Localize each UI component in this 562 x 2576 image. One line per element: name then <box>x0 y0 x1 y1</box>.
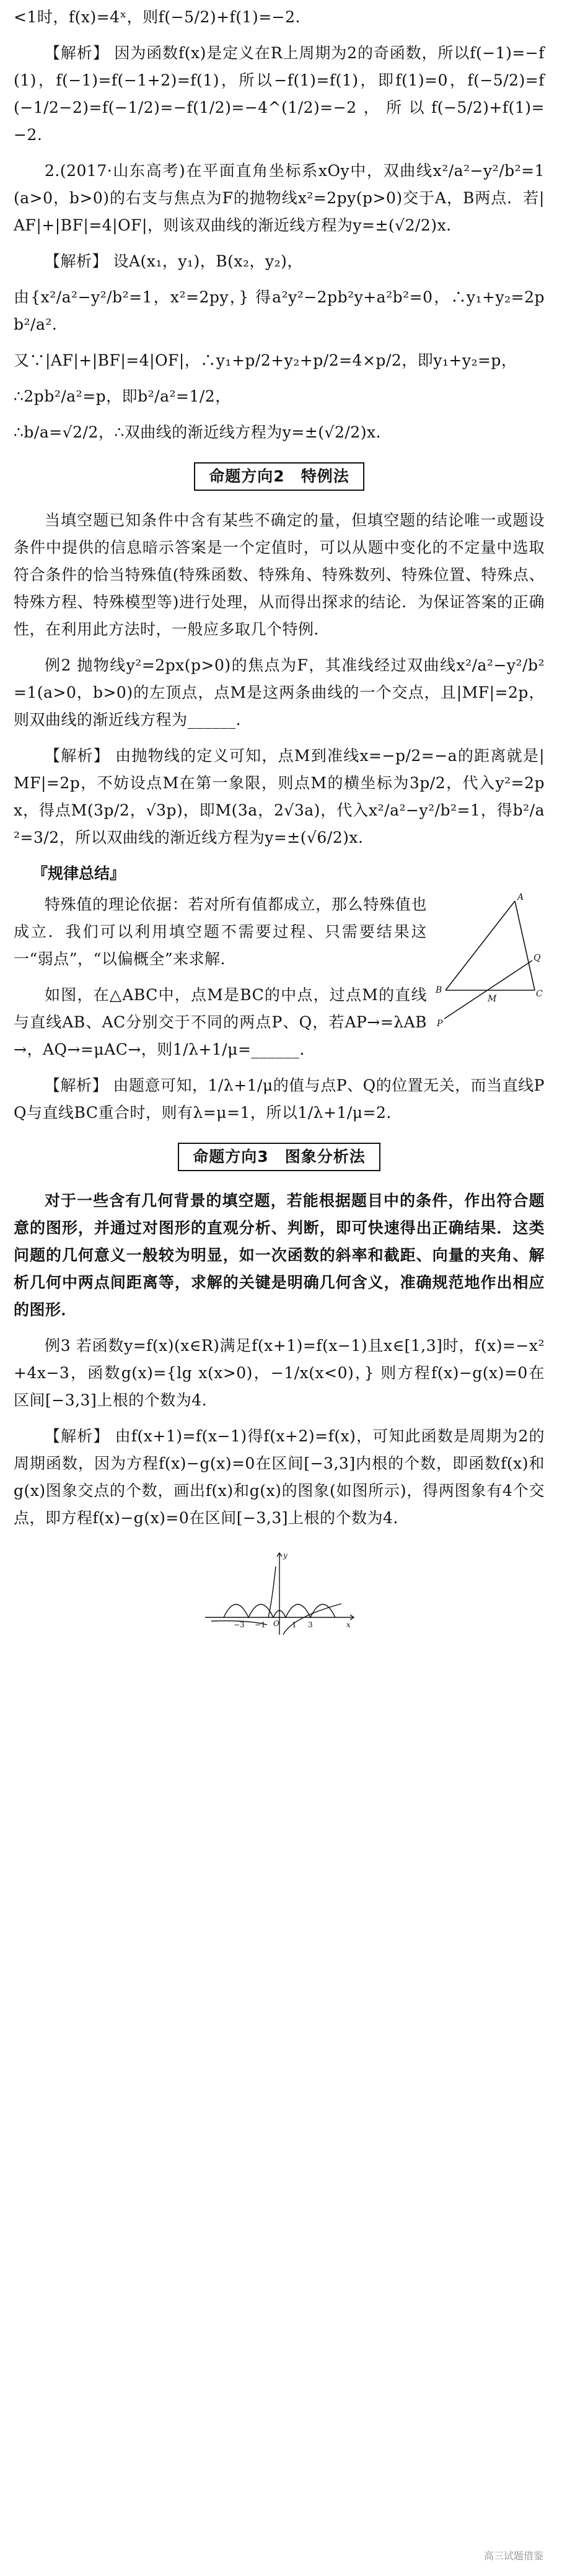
paragraph-13: 如图，在△ABC中，点M是BC的中点，过点M的直线与直线AB、AC分别交于不同的两点P、Q，若AP→=λAB→，AQ→=μAC→，则1/λ+1/μ=______. <box>14 986 427 1058</box>
paragraph-16: 例3 若函数y=f(x)(x∈R)满足f(x+1)=f(x−1)且x∈[1,3]时，f(x)=−x²+4x−3，函数g(x)={lg x(x>0)，−1/x(x<0)，} 则方程f(x)−g(x)=0在区间[−3,3]上根的个数为4. <box>14 1337 545 1409</box>
paragraph-5: 由{x²/a²−y²/b²=1，x²=2py，} 得a²y²−2pb²y+a²b²=0，∴y₁+y₂=2pb²/a². <box>14 288 545 333</box>
triangle-label-p: P <box>437 1019 443 1029</box>
paragraph-17: 【解析】 由f(x+1)=f(x−1)得f(x+2)=f(x)，可知此函数是周期为2的周期函数，因为方程f(x)−g(x)=0在区间[−3,3]内根的个数，即函数f(x)和g(x)图象交点的个数，画出f(x)和g(x)的图象(如图所示)，得两图象有4个交点，即方程f(x)−g(x)=0在区间[−3,3]上根的个数为4. <box>14 1427 545 1527</box>
triangle-label-q: Q <box>533 953 541 963</box>
rule-summary-text <box>14 891 427 1072</box>
rule-summary-title: 『规律总结』 <box>32 864 126 882</box>
paragraph-8: ∴b/a=√2/2，∴双曲线的渐近线方程为y=±(√2/2)x. <box>14 423 381 441</box>
section-heading-special-value <box>14 462 545 491</box>
triangle-label-a: A <box>517 892 524 902</box>
triangle-label-b: B <box>436 985 442 995</box>
triangle-label-c: C <box>536 989 543 999</box>
graph-tick-3: 3 <box>307 1620 313 1629</box>
paragraph-6: 又∵|AF|+|BF|=4|OF|，∴y₁+p/2+y₂+p/2=4×p/2，即y₁+y₂=p， <box>14 351 517 369</box>
graph-origin-label: O <box>273 1619 279 1628</box>
graph-tick-minus-1: −1 <box>254 1620 266 1629</box>
function-graph-wrap <box>14 1548 545 1643</box>
rule-summary-block <box>14 891 545 1072</box>
paragraph-4: 【解析】 设A(x₁，y₁)，B(x₂，y₂)， <box>45 252 303 270</box>
graph-x-label: x <box>346 1620 351 1629</box>
paragraph-7: ∴2pb²/a²=p，即b²/a²=1/2， <box>14 387 231 405</box>
paragraph-12: 特殊值的理论依据：若对所有值都成立，那么特殊值也成立．我们可以利用填空题不需要过程、只需要结果这一“弱点”，“以偏概全”来求解． <box>14 895 427 968</box>
graph-y-label: y <box>283 1551 288 1560</box>
section-heading-graph-analysis-label: 命题方向3 图象分析法 <box>178 1143 380 1171</box>
function-graph <box>199 1548 360 1641</box>
triangle-figure <box>433 891 545 1034</box>
triangle-label-m: M <box>488 994 497 1004</box>
section-heading-special-value-label: 命题方向2 特例法 <box>194 462 364 491</box>
section-heading-graph-analysis <box>14 1143 545 1171</box>
graph-tick-1: 1 <box>291 1620 297 1629</box>
paragraph-2: 【解析】 因为函数f(x)是定义在R上周期为2的奇函数，所以f(−1)=−f(1)，f(−1)=f(−1+2)=f(1)，所以−f(1)=f(1)，即f(1)=0，f(−5/2)=f(−1/2−2)=f(−1/2)=−f(1/2)=−4^(1/2)=−2，所以f(−5/2)+f(1)=−2. <box>14 44 545 144</box>
paragraph-9: 当填空题已知条件中含有某些不确定的量，但填空题的结论唯一或题设条件中提供的信息暗示答案是一个定值时，可以从题中变化的不定量中选取符合条件的恰当特殊值(特殊函数、特殊角、特殊数列、特殊位置、特殊点、特殊方程、特殊模型等)进行处理，从而得出探求的结论．为保证答案的正确性，在利用此方法时，一般应多取几个特例． <box>14 511 545 638</box>
paragraph-3: 2.(2017·山东高考)在平面直角坐标系xOy中，双曲线x²/a²−y²/b²=1(a>0，b>0)的右支与焦点为F的抛物线x²=2py(p>0)交于A，B两点．若|AF|+|BF|=4|OF|，则该双曲线的渐近线方程为y=±(√2/2)x. <box>14 162 545 234</box>
paragraph-11: 【解析】 由抛物线的定义可知，点M到准线x=−p/2=−a的距离就是|MF|=2p，不妨设点M在第一象限，则点M的横坐标为3p/2，代入y²=2px，得点M(3p/2，√3p)，即M(3a，2√3a)，代入x²/a²−y²/b²=1，得b²/a²=3/2，所以双曲线的渐近线方程为y=±(√6/2)x. <box>14 747 545 846</box>
paragraph-10: 例2 抛物线y²=2px(p>0)的焦点为F，其准线经过双曲线x²/a²−y²/b²=1(a>0，b>0)的左顶点，点M是这两条曲线的一个交点，且|MF|=2p，则双曲线的渐近线方程为______. <box>14 656 545 729</box>
paragraph-1: <1时，f(x)=4ˣ，则f(−5/2)+f(1)=−2. <box>14 8 301 26</box>
paragraph-14: 【解析】 由题意可知，1/λ+1/μ的值与点P、Q的位置无关，而当直线PQ与直线BC重合时，则有λ=μ=1，所以1/λ+1/μ=2. <box>14 1076 545 1122</box>
watermark-text: 高三试题借鉴 <box>483 2550 543 2562</box>
graph-tick-minus-3: −3 <box>233 1620 245 1629</box>
paragraph-15: 对于一些含有几何背景的填空题，若能根据题目中的条件，作出符合题意的图形，并通过对图形的直观分析、判断，即可快速得出正确结果．这类问题的几何意义一般较为明显，如一次函数的斜率和截距、向量的夹角、解析几何中两点间距离等，求解的关键是明确几何含义，准确规范地作出相应的图形． <box>14 1192 545 1319</box>
